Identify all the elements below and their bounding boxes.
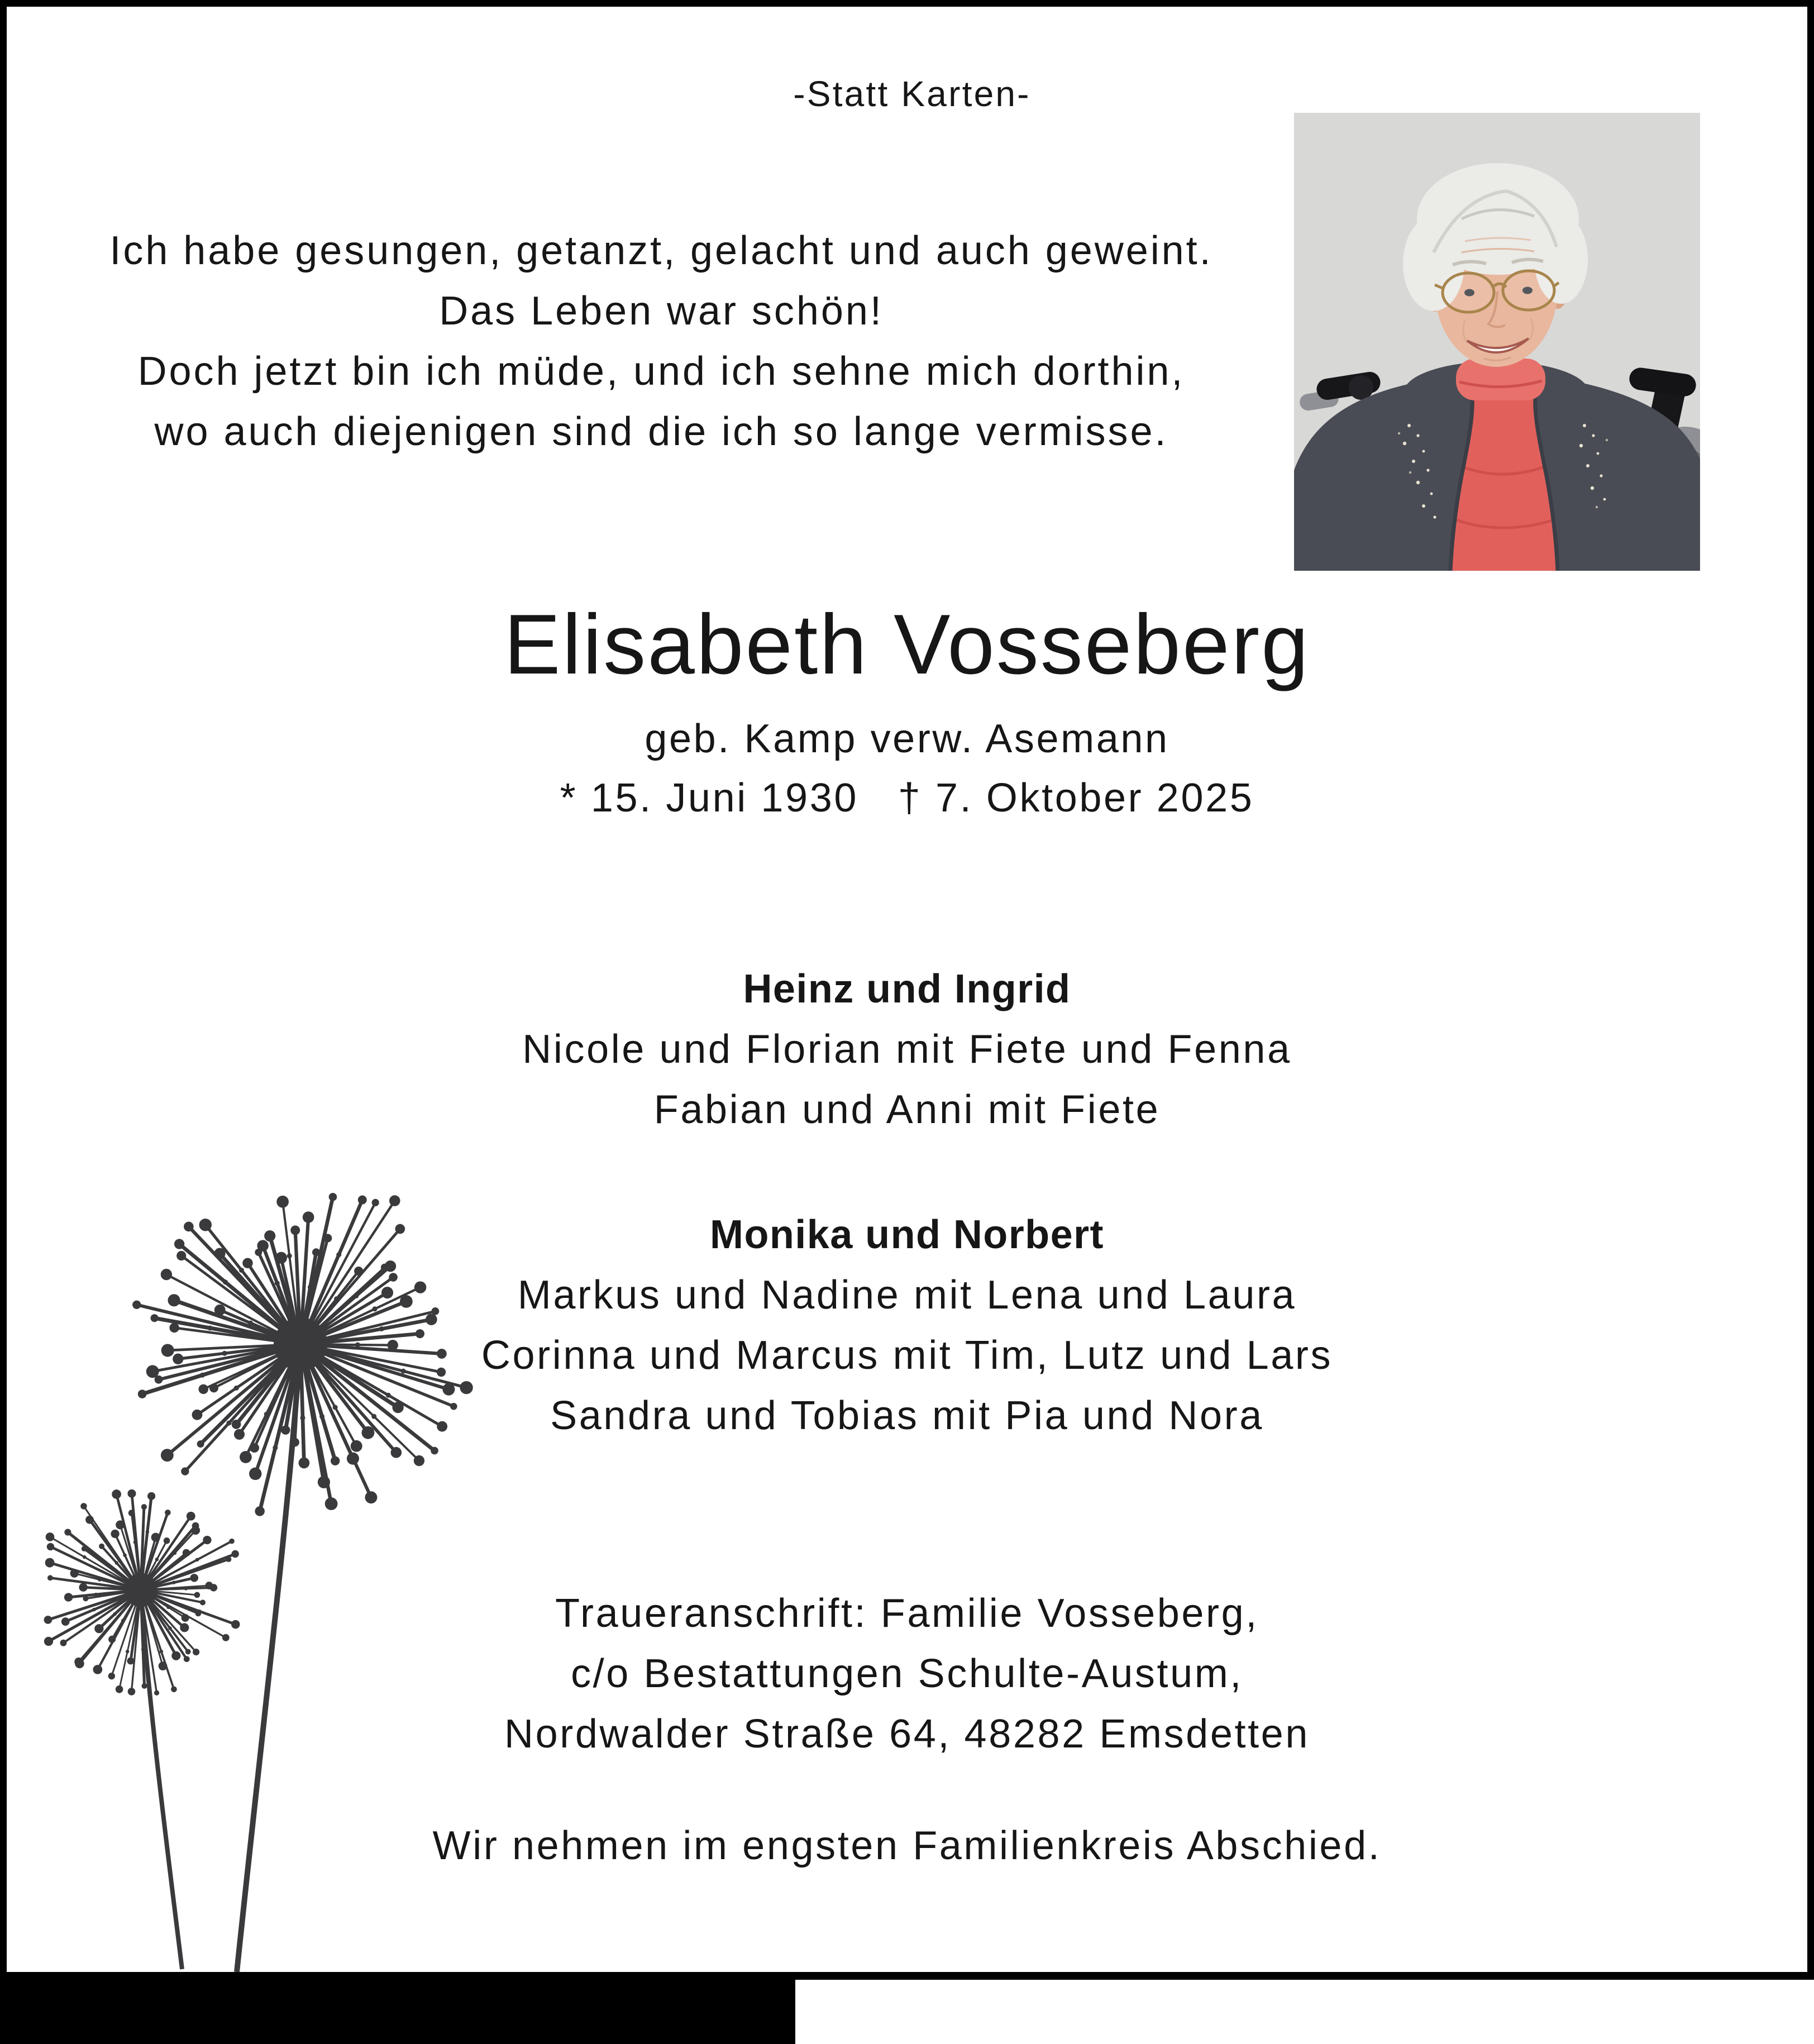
deceased-name: Elisabeth Vosseberg — [504, 597, 1310, 692]
mourning-address — [0, 1583, 1814, 1764]
address-line: Traueranschrift: Familie Vosseberg, — [555, 1591, 1259, 1636]
family-group1-header: Heinz und Ingrid — [743, 967, 1071, 1011]
verse-line: wo auch diejenigen sind die ich so lange vermisse. — [154, 409, 1168, 454]
statt-karten-note: -Statt Karten- — [793, 74, 1031, 114]
portrait-photo — [1294, 113, 1700, 571]
verse-line: Ich habe gesungen, getanzt, gelacht und auch geweint. — [109, 228, 1213, 273]
address-line: c/o Bestattungen Schulte-Austum, — [571, 1651, 1243, 1696]
family-line: Corinna und Marcus mit Tim, Lutz und Lars — [481, 1333, 1333, 1378]
family-group1-lines — [0, 1019, 1814, 1140]
address-line: Nordwalder Straße 64, 48282 Emsdetten — [504, 1712, 1310, 1756]
family-line: Sandra und Tobias mit Pia und Nora — [550, 1393, 1264, 1438]
closing-line: Wir nehmen im engsten Familienkreis Abschied. — [432, 1823, 1382, 1868]
life-dates: * 15. Juni 1930 † 7. Oktober 2025 — [560, 776, 1254, 820]
family-group2-header: Monika und Norbert — [710, 1212, 1104, 1257]
verse-line: Das Leben war schön! — [439, 289, 884, 333]
deceased-birth-name: geb. Kamp verw. Asemann — [645, 717, 1169, 761]
family-line: Nicole und Florian mit Fiete und Fenna — [522, 1027, 1292, 1072]
family-line: Markus und Nadine mit Lena und Laura — [517, 1273, 1297, 1317]
verse-line: Doch jetzt bin ich müde, und ich sehne mich dorthin, — [137, 349, 1185, 394]
family-line: Fabian und Anni mit Fiete — [653, 1087, 1161, 1132]
bottom-black-strip — [0, 1980, 795, 2044]
